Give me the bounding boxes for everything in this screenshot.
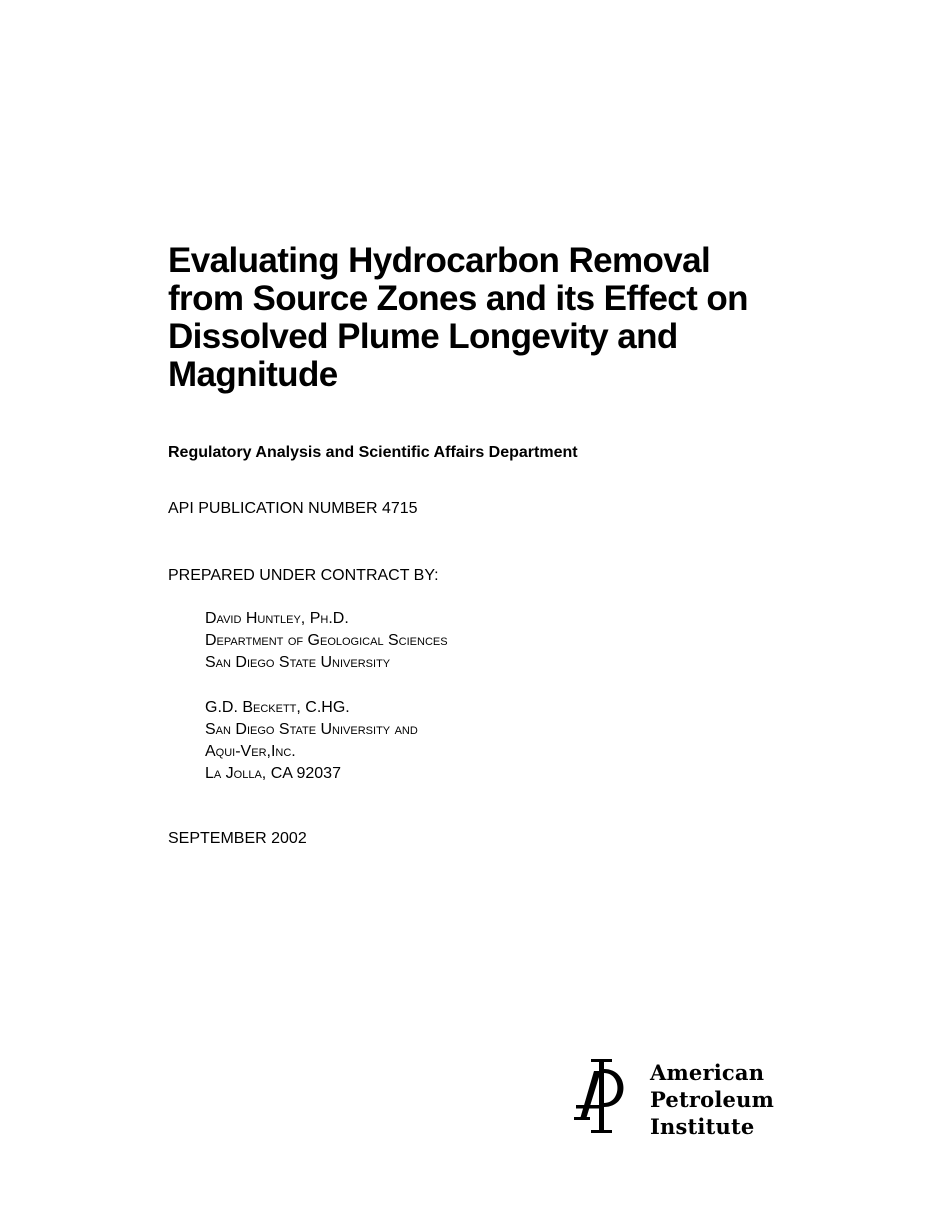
logo-line-petroleum: Petroleum	[650, 1087, 774, 1112]
prepared-under-contract-label: PREPARED UNDER CONTRACT BY:	[168, 567, 439, 584]
author-affiliation: San Diego State University and	[205, 721, 418, 738]
author-institution: San Diego State University	[205, 654, 391, 671]
api-logo	[572, 1055, 792, 1140]
author-block-beckett	[205, 697, 418, 785]
department-name: Regulatory Analysis and Scientific Affairs Department	[168, 444, 578, 461]
api-logo-text	[650, 1059, 774, 1140]
title-line-1: Evaluating Hydrocarbon Removal	[168, 241, 711, 280]
author-company: Aqui-Ver,Inc.	[205, 743, 296, 760]
author-name: G.D. Beckett, C.HG.	[205, 699, 350, 716]
author-affiliation: Department of Geological Sciences	[205, 632, 448, 649]
title-line-3: Dissolved Plume Longevity and	[168, 317, 678, 356]
publication-date: SEPTEMBER 2002	[168, 830, 307, 847]
api-monogram-icon	[572, 1055, 632, 1137]
author-name: David Huntley, Ph.D.	[205, 610, 349, 627]
author-location: La Jolla, CA 92037	[205, 765, 341, 782]
title-line-4: Magnitude	[168, 355, 338, 394]
logo-line-institute: Institute	[650, 1114, 755, 1139]
author-block-huntley	[205, 608, 448, 674]
publication-number: API PUBLICATION NUMBER 4715	[168, 500, 418, 517]
document-title	[168, 242, 808, 394]
title-line-2: from Source Zones and its Effect on	[168, 279, 748, 318]
logo-line-american: American	[650, 1060, 765, 1085]
